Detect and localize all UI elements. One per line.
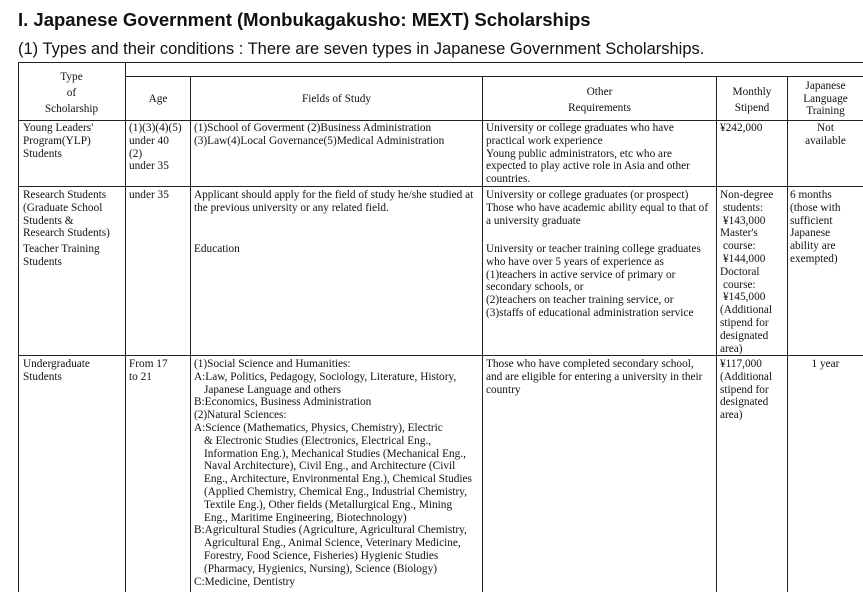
header-fields: Fields of Study [301,93,372,105]
header-stipend: Monthly Stipend [732,86,772,114]
ylp-fields: (1)School of Goverment (2)Business Administration (3)Law(4)Local Governance(5)Medical Administration [194,122,445,147]
research-age: under 35 [129,189,169,201]
undergrad-age: From 17 to 21 [129,358,168,383]
teacher-other: University or teacher training college graduates who have over 5 years of experience as (1)teachers in active service of primary or secondary schools, or (2)teachers on teacher training service, or (3)staffs of educational administration service [486,243,701,319]
section-subheading: (1) Types and their conditions : There are seven types in Japanese Government Scholarships. [18,40,705,58]
col-divider-other [482,76,483,592]
teacher-fields: Education [194,243,240,255]
header-other: Other Requirements [568,86,631,114]
ylp-other: University or college graduates who have practical work experience Young public administrators, etc who are expected to play active role in Asia and other countries. [486,122,690,186]
header-subline [125,76,863,77]
header-age: Age [148,93,168,105]
research-teacher-stipend: Non-degree students: ¥143,000 Master's course: ¥144,000 Doctoral course: ¥145,000 (Additional stipend for designated area) [720,189,774,355]
research-fields: Applicant should apply for the field of study he/she studied at the previous university or any related field. [194,189,474,214]
col-divider-fields [190,76,191,592]
research-other: University or college graduates (or prospect) Those who have academic ability equal to that of a university graduate [486,189,709,227]
header-jlt: Japanese Language Training [803,80,848,117]
row-divider-ylp [18,186,863,187]
table-border-top [18,62,863,63]
research-teacher-jlt: 6 months (those with sufficient Japanese ability are exempted) [790,189,841,265]
col-divider-jlt [787,76,788,592]
col-divider-stipend [716,76,717,592]
ylp-stipend: ¥242,000 [720,122,763,134]
teacher-type: Teacher Training Students [23,243,100,268]
table-border-left [18,62,19,592]
undergrad-jlt: 1 year [811,358,840,370]
header-bottom-line [18,120,863,121]
section-heading: I. Japanese Government (Monbukagakusho: MEXT) Scholarships [18,9,591,30]
ylp-jlt: Not available [805,122,846,147]
header-type: Type of Scholarship [44,71,99,115]
undergrad-type: Undergraduate Students [23,358,90,383]
col-divider-age [125,62,126,592]
ylp-type: Young Leaders' Program(YLP) Students [23,122,94,160]
ylp-age: (1)(3)(4)(5) under 40 (2) under 35 [129,122,182,173]
undergrad-other: Those who have completed secondary school, and are eligible for entering a university in their country [486,358,703,396]
undergrad-fields: (1)Social Science and Humanities: A:Law, Politics, Pedagogy, Sociology, Literature, History, Japanese Language and others B:Economics, Business Administration (2)Natural Sciences: A:Science (Mathematics, Physics, Chemistry), Electric & Electronic Studies (Electronics, Electrical Eng., Information Eng.), Mechanical Studies (Mechanical Eng., Naval Architecture), Civil Eng., and Architecture (Civil Eng., Architecture, Environmental Eng.), Chemical Studies (Applied Chemistry, Chemical Eng., Industrial Chemistry, Textile Eng.), Other fields (Metallurgical Eng., Mining Eng., Maritime Engineering, Biotechnology) B:Agricultural Studies (Agriculture, Agricultural Chemistry, Agricultural Eng., Animal Science, Veterinary Medicine, Forestry, Food Science, Fisheries) Hygienic Studies (Pharmacy, Hygienics, Nursing), Science (Biology) C:Medicine, Dentistry [194,358,472,588]
research-type: Research Students (Graduate School Students & Research Students) [23,189,110,240]
undergrad-stipend: ¥117,000 (Additional stipend for designated area) [720,358,773,422]
